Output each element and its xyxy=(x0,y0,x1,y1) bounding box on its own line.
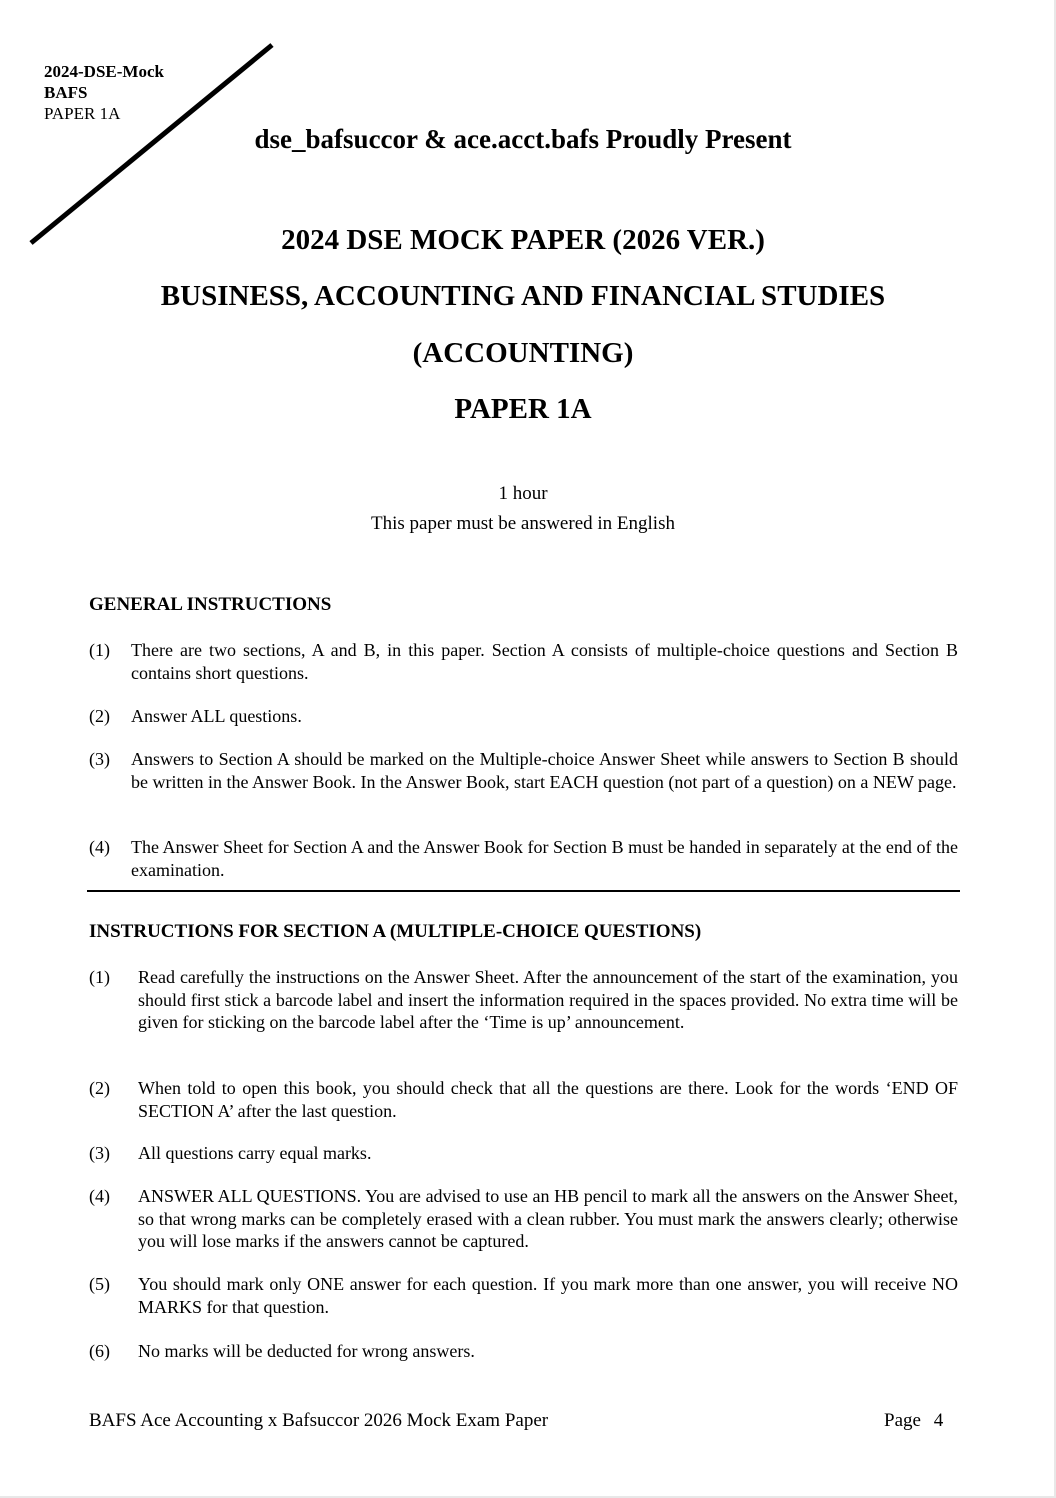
duration: 1 hour xyxy=(498,483,548,504)
item-text: Answer ALL questions. xyxy=(131,706,302,726)
section-a-item xyxy=(89,1185,958,1253)
divider xyxy=(87,890,960,892)
item-number: (4) xyxy=(89,1186,110,1206)
title-line-4: PAPER 1A xyxy=(454,393,592,425)
item-text: When told to open this book, you should check that all the questions are there. Look for the words ‘END OF SECTION A’ after the last question. xyxy=(138,1078,958,1121)
item-number: (6) xyxy=(89,1341,110,1361)
general-item xyxy=(89,748,958,793)
section-a-item xyxy=(89,1273,958,1318)
general-item xyxy=(89,705,958,728)
general-instructions-heading: GENERAL INSTRUCTIONS xyxy=(89,594,332,615)
page-number-value: 4 xyxy=(933,1410,944,1431)
item-text: Read carefully the instructions on the Answer Sheet. After the announcement of the start of the examination, you should first stick a barcode label and insert the information required in the spaces provided. No extra time will be given for sticking on the barcode label after the ‘Time is up’ announcement. xyxy=(138,967,958,1032)
general-item xyxy=(89,639,958,684)
title-line-2: BUSINESS, ACCOUNTING AND FINANCIAL STUDIES xyxy=(160,280,886,312)
item-number: (1) xyxy=(89,967,110,987)
footer-text: BAFS Ace Accounting x Bafsuccor 2026 Mock Exam Paper xyxy=(89,1410,549,1431)
language-note: This paper must be answered in English xyxy=(371,513,675,534)
section-a-item xyxy=(89,1340,958,1363)
item-number: (2) xyxy=(89,1078,110,1098)
page-label: Page xyxy=(884,1410,921,1431)
item-number: (3) xyxy=(89,1143,110,1163)
title-line-3: (ACCOUNTING) xyxy=(412,337,634,369)
section-a-item xyxy=(89,966,958,1034)
corner-line3: PAPER 1A xyxy=(44,104,121,123)
item-text: No marks will be deducted for wrong answers. xyxy=(138,1341,475,1361)
page-number xyxy=(884,1410,943,1432)
item-number: (5) xyxy=(89,1274,110,1294)
item-text: You should mark only ONE answer for each question. If you mark more than one answer, you will receive NO MARKS for that question. xyxy=(138,1274,958,1317)
item-text: There are two sections, A and B, in this paper. Section A consists of multiple-choice questions and Section B contains short questions. xyxy=(131,640,958,683)
item-text: ANSWER ALL QUESTIONS. You are advised to use an HB pencil to mark all the answers on the Answer Sheet, so that wrong marks can be completely erased with a clean rubber. You must mark the answers clearly; otherwise you will lose marks if the answers cannot be captured. xyxy=(138,1186,958,1251)
item-number: (4) xyxy=(89,837,110,857)
item-text: The Answer Sheet for Section A and the Answer Book for Section B must be handed in separately at the end of the examination. xyxy=(131,837,958,880)
general-item xyxy=(89,836,958,881)
section-a-item xyxy=(89,1077,958,1122)
presenter-line: dse_bafsuccor & ace.acct.bafs Proudly Present xyxy=(254,124,792,154)
item-number: (2) xyxy=(89,706,110,726)
corner-label xyxy=(44,61,164,124)
item-number: (1) xyxy=(89,640,110,660)
item-text: All questions carry equal marks. xyxy=(138,1143,372,1163)
title-line-1: 2024 DSE MOCK PAPER (2026 VER.) xyxy=(281,224,765,256)
section-a-item xyxy=(89,1142,958,1165)
section-a-heading: INSTRUCTIONS FOR SECTION A (MULTIPLE-CHOICE QUESTIONS) xyxy=(89,921,702,942)
corner-line2: BAFS xyxy=(44,83,88,102)
corner-line1: 2024-DSE-Mock xyxy=(44,62,164,81)
item-number: (3) xyxy=(89,749,110,769)
item-text: Answers to Section A should be marked on the Multiple-choice Answer Sheet while answers to Section B should be written in the Answer Book. In the Answer Book, start EACH question (not part of a question) on a NEW page. xyxy=(131,749,958,792)
